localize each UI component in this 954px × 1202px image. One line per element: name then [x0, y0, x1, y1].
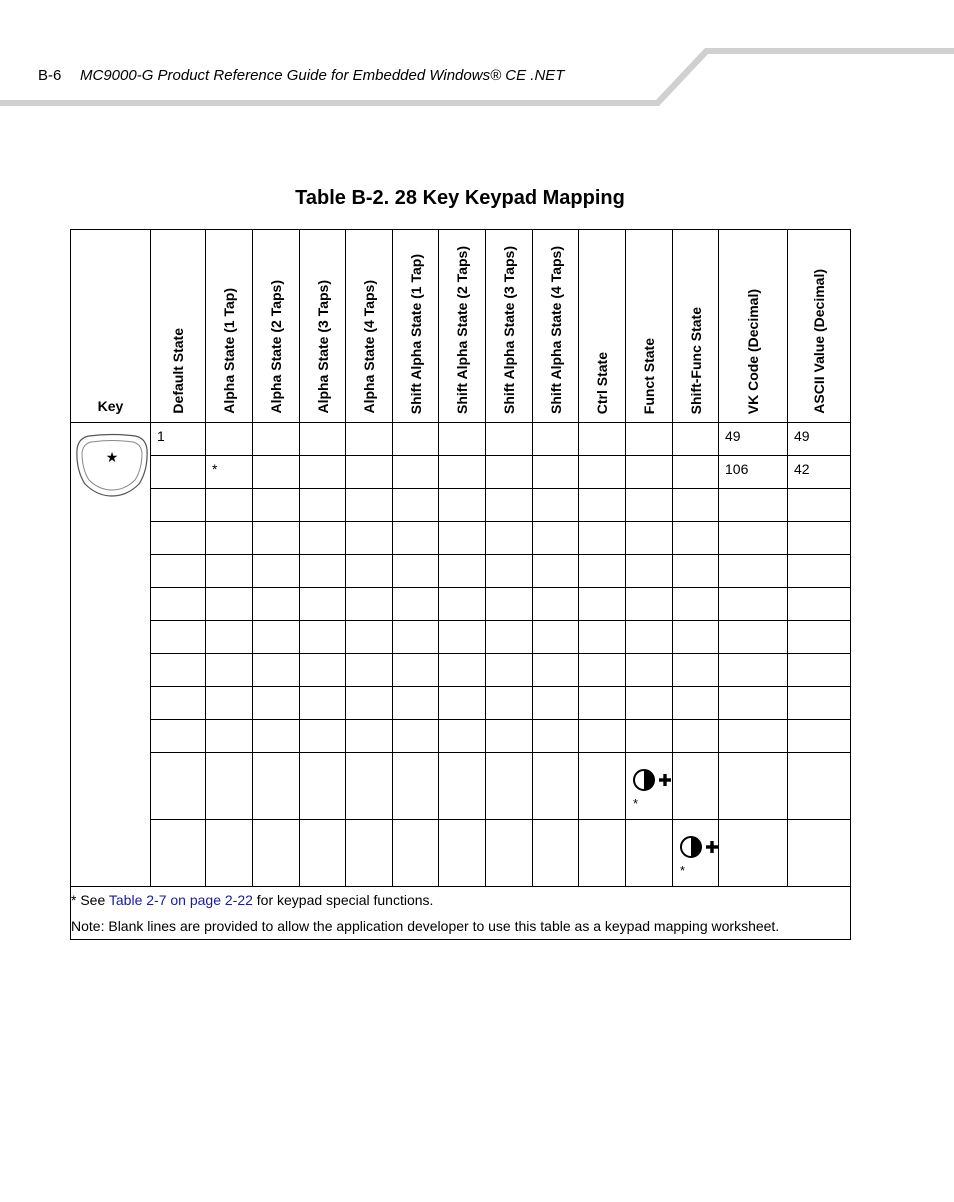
table-cell: [486, 720, 533, 753]
table-cell: [253, 522, 300, 555]
table-cell: [788, 820, 851, 887]
column-header-key: Key: [71, 230, 151, 423]
table-cell: [486, 621, 533, 654]
table-cell: [151, 555, 206, 588]
cell-value: 49: [794, 428, 810, 444]
table-cell: [206, 720, 253, 753]
table-cell: [673, 654, 719, 687]
table-cell: [719, 423, 788, 456]
table-cell: [673, 588, 719, 621]
cell-value: [346, 456, 392, 461]
column-header: Ctrl State: [579, 230, 626, 423]
column-header: Default State: [151, 230, 206, 423]
table-cell: [393, 423, 439, 456]
table-cell: [253, 720, 300, 753]
keypad-mapping-table: [70, 229, 851, 940]
table-cell: [393, 489, 439, 522]
table-cell: [673, 423, 719, 456]
table-cell: [206, 654, 253, 687]
table-cell: [393, 820, 439, 887]
table-row: [71, 489, 851, 522]
column-header: Shift Alpha State (1 Tap): [393, 230, 439, 423]
table-cell: [788, 621, 851, 654]
table-cell: [346, 423, 393, 456]
table-cell: [626, 489, 673, 522]
table-cell: [788, 489, 851, 522]
guide-title: MC9000-G Product Reference Guide for Embedded Windows® CE .NET: [80, 67, 565, 84]
table-cell: [486, 456, 533, 489]
table-cell: [626, 820, 673, 887]
cell-value: [300, 423, 345, 428]
table-cell: [579, 654, 626, 687]
table-cell: [533, 687, 579, 720]
table-cell: [206, 687, 253, 720]
header-rule: [0, 0, 954, 110]
footnote-see: * See Table 2-7 on page 2-22 for keypad special functions.: [71, 892, 434, 908]
table-row: [71, 687, 851, 720]
table-cell: [579, 588, 626, 621]
table-cell: [788, 456, 851, 489]
table-cell: [673, 456, 719, 489]
table-cell: [253, 423, 300, 456]
table-cell: [393, 555, 439, 588]
table-cell: [393, 456, 439, 489]
cell-value: 42: [794, 461, 810, 477]
table-cell: [673, 687, 719, 720]
table-cell: [533, 489, 579, 522]
table-cell: [533, 588, 579, 621]
table-row: [71, 820, 851, 887]
table-cell: [579, 522, 626, 555]
svg-text:★: ★: [105, 450, 119, 466]
table-cell: [673, 621, 719, 654]
column-header: Funct State: [626, 230, 673, 423]
table-cell: [300, 654, 346, 687]
table-cell: [788, 687, 851, 720]
table-cell: [439, 456, 486, 489]
table-cell: [393, 720, 439, 753]
table-cell: [673, 820, 719, 887]
table-cell: [579, 753, 626, 820]
cell-value: [626, 423, 672, 428]
table-cell: [579, 423, 626, 456]
table-cell: [719, 621, 788, 654]
funct-plus-icon: [632, 767, 672, 793]
cell-value: [253, 456, 299, 461]
cell-value: 106: [725, 461, 749, 477]
table-cell: [533, 423, 579, 456]
table-cell: [393, 687, 439, 720]
table-cell: [206, 456, 253, 489]
cell-value: [393, 423, 438, 428]
table-cell: [788, 654, 851, 687]
table-cell: [151, 820, 206, 887]
key-cell: [71, 423, 151, 887]
cell-value: [673, 456, 718, 461]
table-cell: [253, 588, 300, 621]
table-row: [71, 753, 851, 820]
table-cell: [673, 720, 719, 753]
table-cell: [719, 820, 788, 887]
table-cell: [533, 820, 579, 887]
table-cell: [626, 687, 673, 720]
table-cell: [346, 720, 393, 753]
table-cell: [393, 753, 439, 820]
table-cell: [151, 654, 206, 687]
table-cell: [719, 720, 788, 753]
table-row: [71, 654, 851, 687]
column-header: VK Code (Decimal): [719, 230, 788, 423]
table-cell: [533, 456, 579, 489]
table-cell: [486, 753, 533, 820]
table-cell: [151, 753, 206, 820]
header-row: [71, 230, 851, 423]
table-cell: [533, 621, 579, 654]
table-cell: [673, 489, 719, 522]
table-cell: [579, 456, 626, 489]
table-cell: [673, 555, 719, 588]
table-row: [71, 720, 851, 753]
table-cell: [719, 687, 788, 720]
funct-plus-icon: [679, 834, 719, 860]
table-cell: [719, 588, 788, 621]
table-cell: [253, 687, 300, 720]
table-cell: [151, 588, 206, 621]
cell-value: 1: [157, 428, 165, 444]
table-cell: [253, 489, 300, 522]
table-cell: [719, 654, 788, 687]
table-reference-link[interactable]: Table 2-7 on page 2-22: [108, 892, 253, 908]
cell-value: [486, 456, 532, 461]
table-cell: [206, 753, 253, 820]
cell-value: [253, 423, 299, 428]
table-cell: [253, 820, 300, 887]
table-cell: [393, 522, 439, 555]
table-cell: [253, 456, 300, 489]
table-cell: [486, 588, 533, 621]
table-cell: [533, 720, 579, 753]
table-cell: [719, 489, 788, 522]
column-header: Alpha State (3 Taps): [300, 230, 346, 423]
table-cell: [439, 423, 486, 456]
table-cell: [439, 654, 486, 687]
table-cell: [486, 820, 533, 887]
table-cell: [788, 555, 851, 588]
table-cell: [300, 423, 346, 456]
table-cell: [346, 489, 393, 522]
table-row: [71, 456, 851, 489]
table-cell: [206, 820, 253, 887]
column-header: Shift Alpha State (4 Taps): [533, 230, 579, 423]
table-cell: [719, 753, 788, 820]
star-key-icon: [75, 432, 149, 498]
cell-value: [626, 456, 672, 461]
table-cell: [206, 588, 253, 621]
table-cell: [439, 687, 486, 720]
table-cell: [346, 753, 393, 820]
table-cell: [151, 621, 206, 654]
table-cell: [393, 588, 439, 621]
table-cell: [300, 720, 346, 753]
table-cell: [253, 621, 300, 654]
table-cell: [719, 555, 788, 588]
table-cell: [626, 654, 673, 687]
table-cell: [206, 621, 253, 654]
column-header: Shift-Func State: [673, 230, 719, 423]
table-cell: [439, 720, 486, 753]
table-cell: [346, 522, 393, 555]
table-row: [71, 522, 851, 555]
table-cell: [393, 621, 439, 654]
table-cell: [300, 820, 346, 887]
table-cell: [439, 489, 486, 522]
table-cell: [346, 820, 393, 887]
table-cell: [579, 820, 626, 887]
table-title: Table B-2. 28 Key Keypad Mapping: [295, 187, 625, 209]
cell-value: [206, 423, 252, 428]
table-cell: [533, 753, 579, 820]
table-cell: [673, 753, 719, 820]
table-cell: [626, 621, 673, 654]
table-cell: [626, 522, 673, 555]
table-cell: [788, 423, 851, 456]
column-header: Alpha State (2 Taps): [253, 230, 300, 423]
table-cell: [439, 753, 486, 820]
table-cell: [346, 456, 393, 489]
column-header: ASCII Value (Decimal): [788, 230, 851, 423]
table-cell: [300, 489, 346, 522]
table-cell: [673, 522, 719, 555]
footnote-blank-lines: Note: Blank lines are provided to allow the application developer to use this table as a keypad mapping worksheet.: [71, 918, 780, 934]
table-row: [71, 423, 851, 456]
table-cell: [300, 753, 346, 820]
table-cell: [300, 588, 346, 621]
table-cell: [439, 555, 486, 588]
table-cell: [300, 621, 346, 654]
table-cell: [439, 621, 486, 654]
table-row: [71, 621, 851, 654]
footer-row: [71, 887, 851, 940]
cell-value: [151, 456, 205, 461]
table-footnotes: [71, 887, 851, 940]
column-header: Shift Alpha State (3 Taps): [486, 230, 533, 423]
table-cell: [719, 522, 788, 555]
column-header: Alpha State (1 Tap): [206, 230, 253, 423]
table-cell: [206, 489, 253, 522]
funct-marker: *: [633, 796, 639, 811]
table-cell: [253, 654, 300, 687]
table-cell: [346, 654, 393, 687]
funct-marker: *: [680, 863, 686, 878]
table-cell: [300, 522, 346, 555]
cell-value: 49: [725, 428, 741, 444]
table-cell: [533, 555, 579, 588]
cell-value: [533, 423, 578, 428]
table-cell: [579, 621, 626, 654]
table-cell: [393, 654, 439, 687]
cell-value: [579, 423, 625, 428]
table-cell: [151, 687, 206, 720]
cell-value: [533, 456, 578, 461]
column-header: Alpha State (4 Taps): [346, 230, 393, 423]
table-cell: [626, 423, 673, 456]
table-cell: [486, 522, 533, 555]
table-cell: [486, 687, 533, 720]
table-cell: [626, 456, 673, 489]
table-cell: [788, 753, 851, 820]
table-cell: [346, 555, 393, 588]
table-cell: [151, 522, 206, 555]
table-cell: [346, 621, 393, 654]
table-cell: [626, 753, 673, 820]
table-cell: [486, 489, 533, 522]
table-cell: [151, 720, 206, 753]
table-cell: [151, 489, 206, 522]
table-cell: [788, 522, 851, 555]
cell-value: [439, 423, 485, 428]
table-cell: [151, 456, 206, 489]
cell-value: [486, 423, 532, 428]
table-cell: [300, 687, 346, 720]
table-cell: [533, 654, 579, 687]
table-cell: [579, 687, 626, 720]
table-cell: [300, 456, 346, 489]
column-header: Shift Alpha State (2 Taps): [439, 230, 486, 423]
cell-value: [346, 423, 392, 428]
table-cell: [486, 555, 533, 588]
table-cell: [346, 687, 393, 720]
table-cell: [579, 555, 626, 588]
table-cell: [206, 522, 253, 555]
table-cell: [788, 588, 851, 621]
table-cell: [626, 720, 673, 753]
table-cell: [626, 588, 673, 621]
table-cell: [533, 522, 579, 555]
table-cell: [206, 555, 253, 588]
table-cell: [151, 423, 206, 456]
table-cell: [626, 555, 673, 588]
table-cell: [253, 753, 300, 820]
table-cell: [439, 820, 486, 887]
table-cell: [719, 456, 788, 489]
cell-value: *: [212, 461, 218, 477]
page-number: B-6: [38, 67, 62, 84]
table-cell: [206, 423, 253, 456]
cell-value: [393, 456, 438, 461]
table-cell: [486, 423, 533, 456]
table-row: [71, 588, 851, 621]
cell-value: [439, 456, 485, 461]
table-cell: [439, 588, 486, 621]
table-cell: [439, 522, 486, 555]
table-cell: [253, 555, 300, 588]
table-cell: [300, 555, 346, 588]
table-row: [71, 555, 851, 588]
table-cell: [579, 720, 626, 753]
table-cell: [788, 720, 851, 753]
table-cell: [346, 588, 393, 621]
table-cell: [486, 654, 533, 687]
cell-value: [673, 423, 718, 428]
cell-value: [300, 456, 345, 461]
cell-value: [579, 456, 625, 461]
table-cell: [579, 489, 626, 522]
